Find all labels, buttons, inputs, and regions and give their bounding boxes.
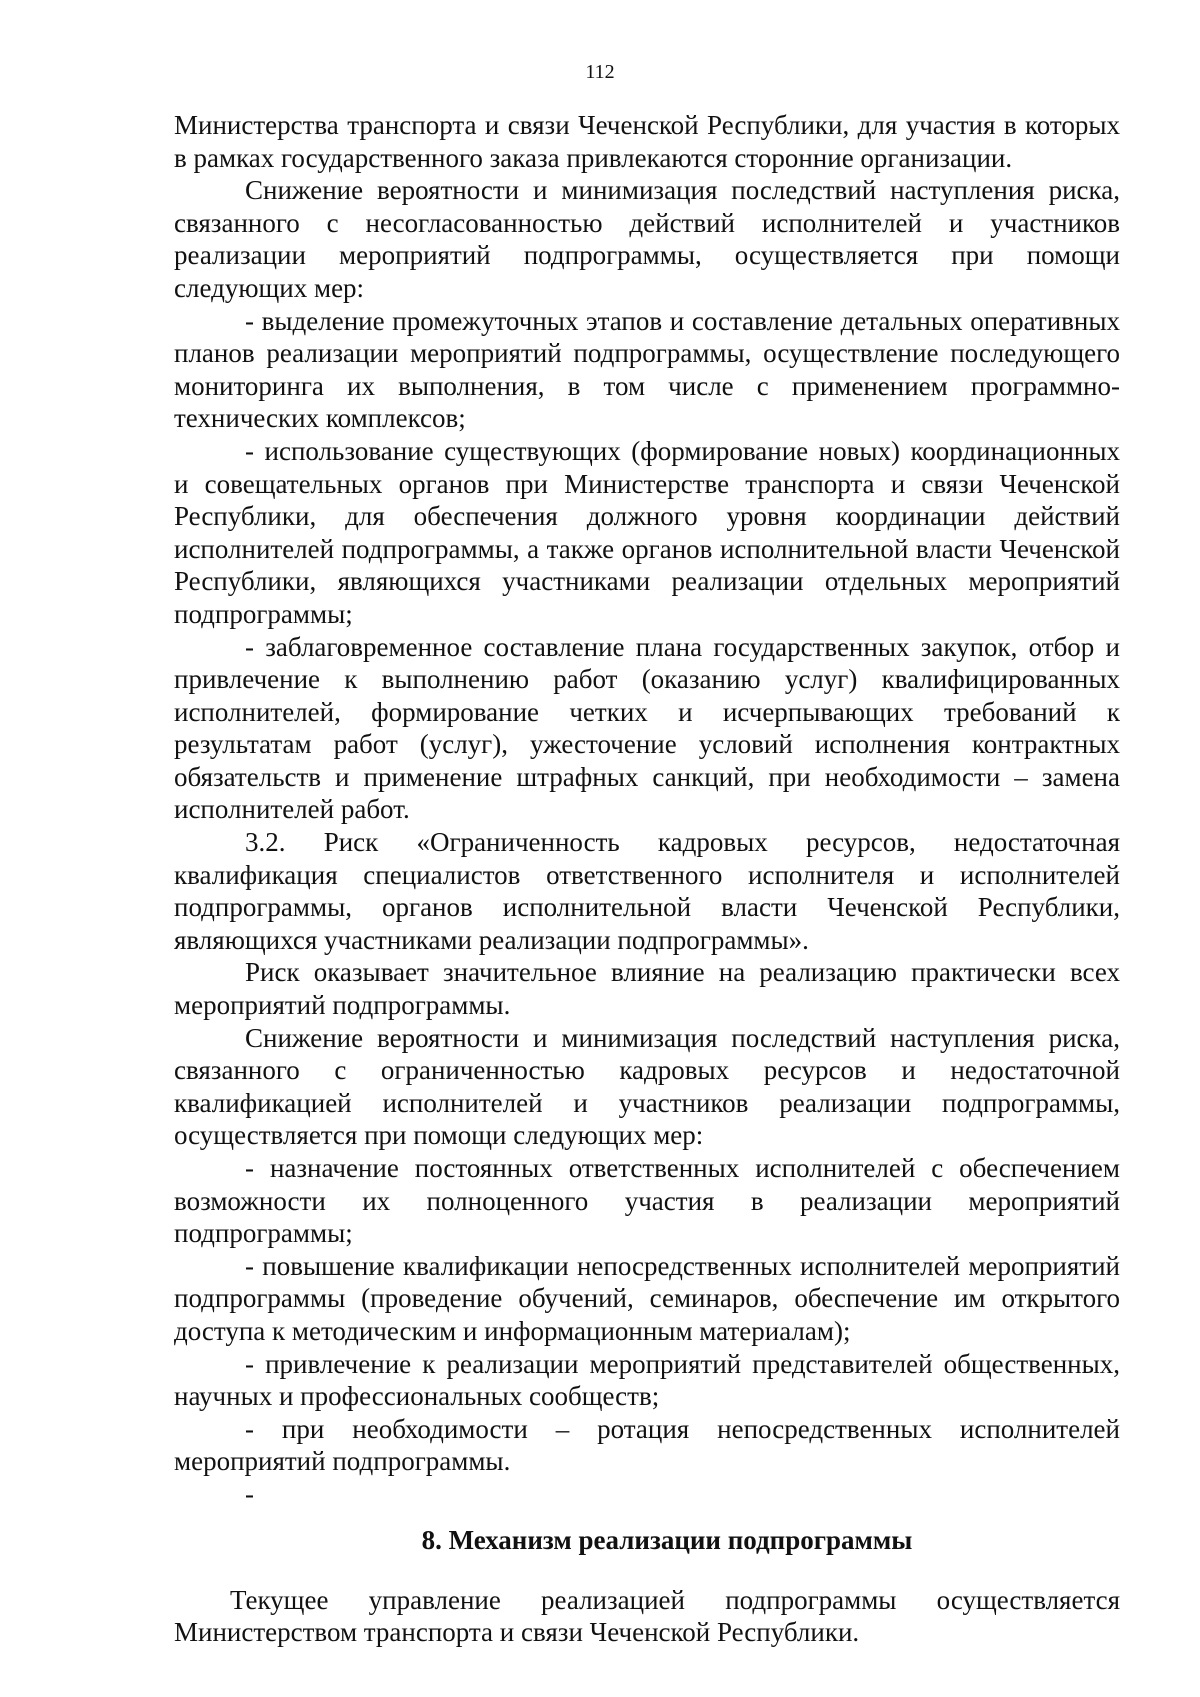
list-item-7: - при необходимости – ротация непосредственных исполнителей мероприятий подпрограммы.: [174, 1413, 1120, 1477]
paragraph-1: Министерства транспорта и связи Чеченской Республики, для участия в которых в рамках государственного заказа привлекаются сторонние организации.: [174, 110, 1120, 173]
list-item-2: - использование существующих (формирование новых) координационных и совещательных органов при Министерстве транспорта и связи Чеченской Республики, для обеспечения должного уровня координации действий исполнителей подпрограммы, а также органов исполнительной власти Чеченской Республики, являющихся участниками реализации отдельных мероприятий подпрограммы;: [174, 435, 1120, 629]
list-item-4: - назначение постоянных ответственных исполнителей с обеспечением возможности их полноценного участия в реализации мероприятий подпрограммы;: [174, 1153, 1120, 1249]
paragraph-3: Снижение вероятности и минимизация последствий наступления риска, связанного с ограниченностью кадровых ресурсов и недостаточной квалификацией исполнителей и участников реализации подпрограммы, осуществляется при помощи следующих мер:: [174, 1022, 1120, 1151]
stray-dash: -: [245, 1478, 254, 1509]
list-item-1: - выделение промежуточных этапов и составление детальных оперативных планов реализации мероприятий подпрограммы, осуществление последующего мониторинга их выполнения, в том числе с применением программно-технических комплексов;: [174, 305, 1120, 434]
list-item-5: - повышение квалификации непосредственных исполнителей мероприятий подпрограммы (проведение обучений, семинаров, обеспечение им открытого доступа к методическим и информационным материалам);: [174, 1250, 1120, 1346]
section-heading: 8. Механизм реализации подпрограммы: [421, 1524, 913, 1555]
paragraph-risk-impact: Риск оказывает значительное влияние на реализацию практически всех мероприятий подпрограммы.: [174, 957, 1120, 1021]
risk-3-2-paragraph: 3.2. Риск «Ограниченность кадровых ресурсов, недостаточная квалификация специалистов ответственного исполнителя и исполнителей подпрограммы, органов исполнительной власти Чеченской Республики, являющихся участниками реализации подпрограммы».: [174, 827, 1120, 955]
final-paragraph: Текущее управление реализацией подпрограммы осуществляется Министерством транспорта и связи Чеченской Республики.: [174, 1584, 1120, 1648]
list-item-6: - привлечение к реализации мероприятий представителей общественных, научных и профессиональных сообществ;: [174, 1348, 1120, 1412]
page-number: 112: [585, 61, 615, 83]
paragraph-2: Снижение вероятности и минимизация последствий наступления риска, связанного с несогласованностью действий исполнителей и участников реализации мероприятий подпрограммы, осуществляется при помощи следующих мер:: [174, 175, 1120, 303]
document-body: [174, 109, 1120, 1649]
list-item-3: - заблаговременное составление плана государственных закупок, отбор и привлечение к выполнению работ (оказанию услуг) квалифицированных исполнителей, формирование четких и исчерпывающих требований к результатам работ (услуг), ужесточение условий исполнения контрактных обязательств и применение штрафных санкций, при необходимости – замена исполнителей работ.: [174, 631, 1120, 825]
